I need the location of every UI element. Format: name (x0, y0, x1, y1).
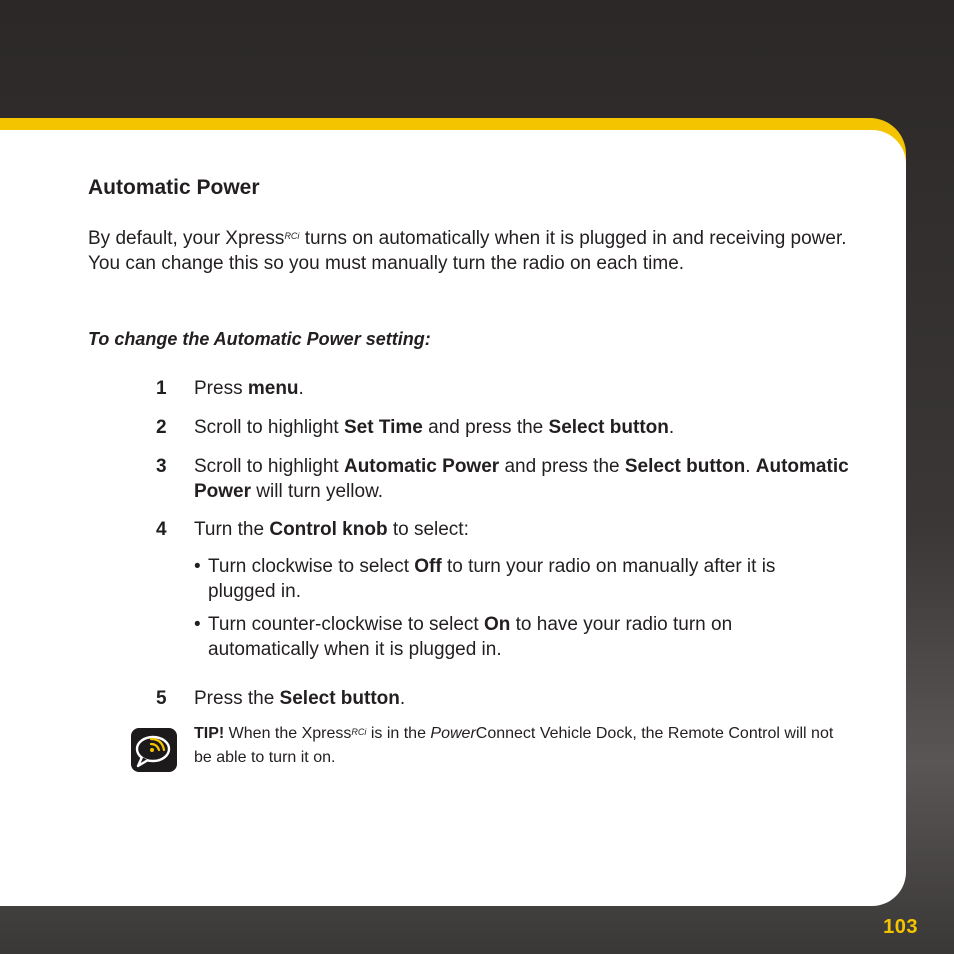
intro-text-2: turns on automatically when it is plugged in and receiving power. You can change this so you must manually turn the radio on each time. (88, 228, 847, 274)
step-text-part: Scroll to highlight (194, 417, 344, 438)
step-text-part: will turn yellow. (251, 481, 384, 502)
rci-superscript: RCi (284, 231, 300, 241)
step-number: 1 (156, 378, 167, 399)
step-text-bold: Automatic Power (343, 456, 500, 477)
step-text-part: and press the (422, 417, 549, 438)
step-text-bold: Select button (279, 688, 400, 709)
step-text-bold: Select button (624, 456, 746, 477)
procedure-heading: To change the Automatic Power setting: (88, 329, 431, 349)
bullet-text (208, 554, 848, 604)
step-text-part: Press the (194, 688, 280, 709)
tip-text-part: Connect Vehicle Dock, the Remote Control will not be able to turn it on. (194, 725, 834, 766)
step-text-bold: Automatic Power (194, 456, 849, 502)
step-text-part: Press (194, 378, 248, 399)
step-number: 3 (156, 456, 167, 477)
tip-text-italic: Power (430, 725, 476, 742)
tip-note (194, 722, 854, 770)
bullet-dot: • (194, 614, 201, 635)
step-number: 2 (156, 417, 167, 438)
bullet-text-bold: Off (414, 556, 442, 577)
step-number: 4 (156, 519, 167, 540)
step-text (194, 415, 854, 440)
step-text-part: Scroll to highlight (194, 456, 344, 477)
step-text-bold: Select button (548, 417, 669, 438)
bullet-text-part: to turn your radio on manually after it is plugged in. (208, 556, 776, 602)
speech-bubble-icon (131, 728, 177, 772)
step-text-part: Turn the (194, 519, 270, 540)
bullet-text-part: to have your radio turn on automatically when it is plugged in. (208, 614, 733, 660)
tip-text-part: is in the (366, 725, 431, 742)
step-text-bold: menu (247, 378, 299, 399)
step-text-bold: Set Time (343, 417, 423, 438)
step-text-part: . (745, 456, 756, 477)
tip-text-part: When the Xpress (224, 725, 352, 742)
bullet-text-part: Turn clockwise to select (208, 556, 415, 577)
step-text (194, 517, 854, 542)
tip-label: TIP! (194, 725, 225, 742)
rci-superscript: RCi (351, 727, 367, 737)
step-text-part: . (668, 417, 675, 438)
bullet-text-part: Turn counter-clockwise to select (208, 614, 484, 635)
section-title: Automatic Power (88, 176, 260, 199)
step-text-part: . (399, 688, 406, 709)
page-number: 103 (883, 916, 918, 938)
step-text (194, 454, 854, 504)
step-text-part: and press the (499, 456, 625, 477)
intro-paragraph (88, 226, 858, 276)
step-text (194, 376, 854, 401)
bullet-text (208, 612, 848, 662)
step-text-bold: Control knob (269, 519, 388, 540)
step-number: 5 (156, 688, 167, 709)
step-text-part: . (298, 378, 304, 399)
step-text-part: to select: (387, 519, 469, 540)
bullet-dot: • (194, 556, 201, 577)
step-text (194, 686, 854, 711)
bullet-text-bold: On (483, 614, 511, 635)
intro-text-1: By default, your Xpress (88, 228, 285, 249)
